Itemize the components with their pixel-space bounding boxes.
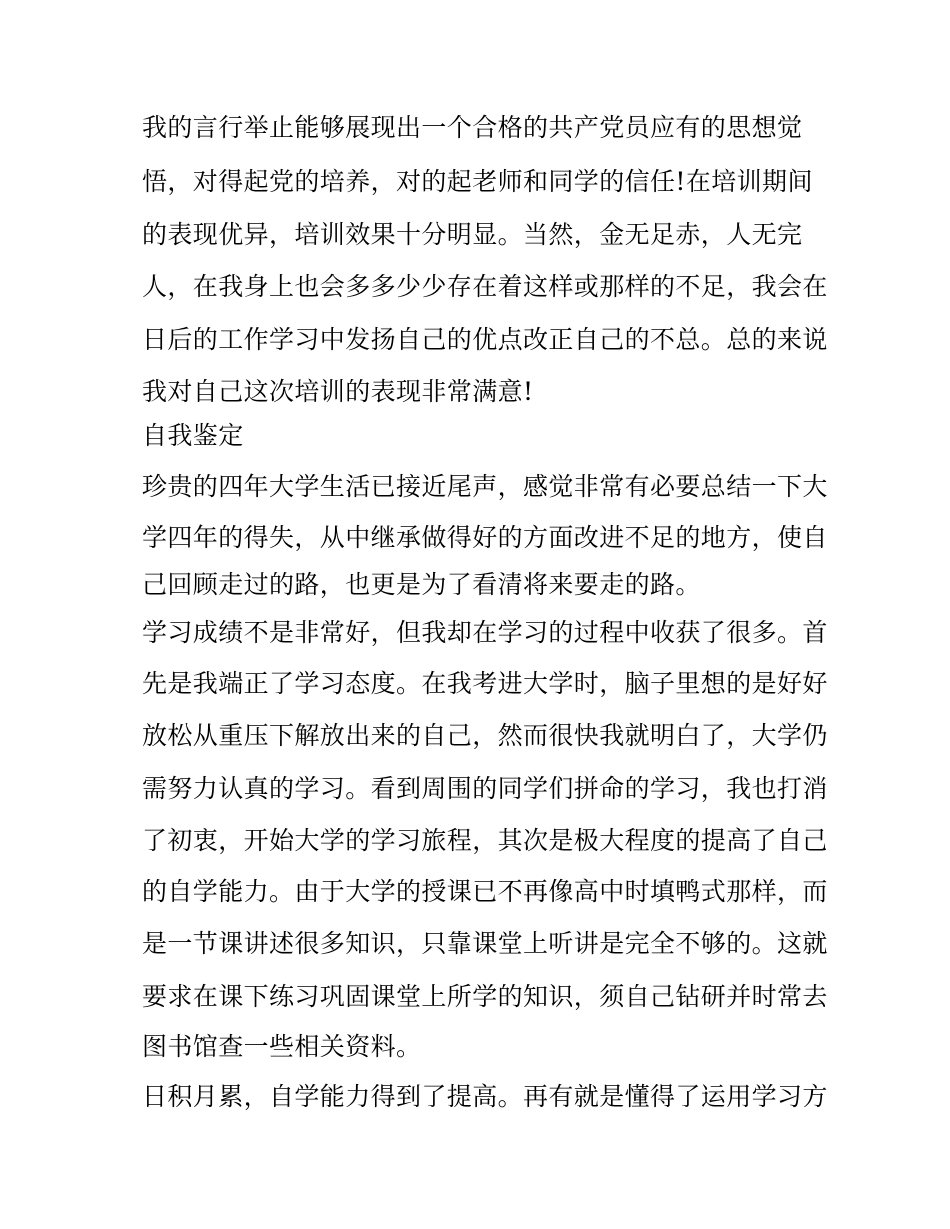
text-line-4: 人，在我身上也会多多少少存在着这样或那样的不足，我会在 (142, 272, 828, 301)
text-line-3: 的表现优异，培训效果十分明显。当然，金无足赤，人无完 (142, 220, 803, 249)
text-line-13: 放松从重压下解放出来的自己，然而很快我就明白了，大学仍 (142, 721, 828, 750)
text-line-10: 己回顾走过的路，也更是为了看清将来要走的路。 (142, 570, 701, 599)
text-line-12: 先是我端正了学习态度。在我考进大学时，脑子里想的是好好 (142, 669, 828, 698)
text-line-19: 图书馆查一些相关资料。 (142, 1032, 422, 1061)
text-line-18: 要求在课下练习巩固课堂上所学的知识，须自己钻研并时常去 (142, 982, 828, 1011)
text-line-15: 了初衷，开始大学的学习旅程，其次是极大程度的提高了自己 (142, 826, 828, 855)
text-line-2: 悟，对得起党的培养，对的起老师和同学的信任!在培训期间 (142, 167, 813, 196)
text-line-5: 日后的工作学习中发扬自己的优点改正自己的不总。总的来说 (142, 325, 828, 354)
text-line-17: 是一节课讲述很多知识，只靠课堂上听讲是完全不够的。这就 (142, 929, 828, 958)
text-line-20: 日积月累，自学能力得到了提高。再有就是懂得了运用学习方 (142, 1082, 828, 1111)
text-line-6: 我对自己这次培训的表现非常满意! (142, 377, 534, 406)
text-line-11: 学习成绩不是非常好，但我却在学习的过程中收获了很多。首 (142, 618, 828, 647)
text-line-1: 我的言行举止能够展现出一个合格的共产党员应有的思想觉 (142, 113, 803, 142)
text-line-14: 需努力认真的学习。看到周围的同学们拼命的学习，我也打消 (142, 774, 828, 803)
text-line-8: 珍贵的四年大学生活已接近尾声，感觉非常有必要总结一下大 (142, 472, 828, 501)
text-line-9: 学四年的得失，从中继承做得好的方面改进不足的地方，使自 (142, 523, 828, 552)
section-heading: 自我鉴定 (142, 421, 244, 450)
text-line-16: 的自学能力。由于大学的授课已不再像高中时填鸭式那样，而 (142, 877, 828, 906)
